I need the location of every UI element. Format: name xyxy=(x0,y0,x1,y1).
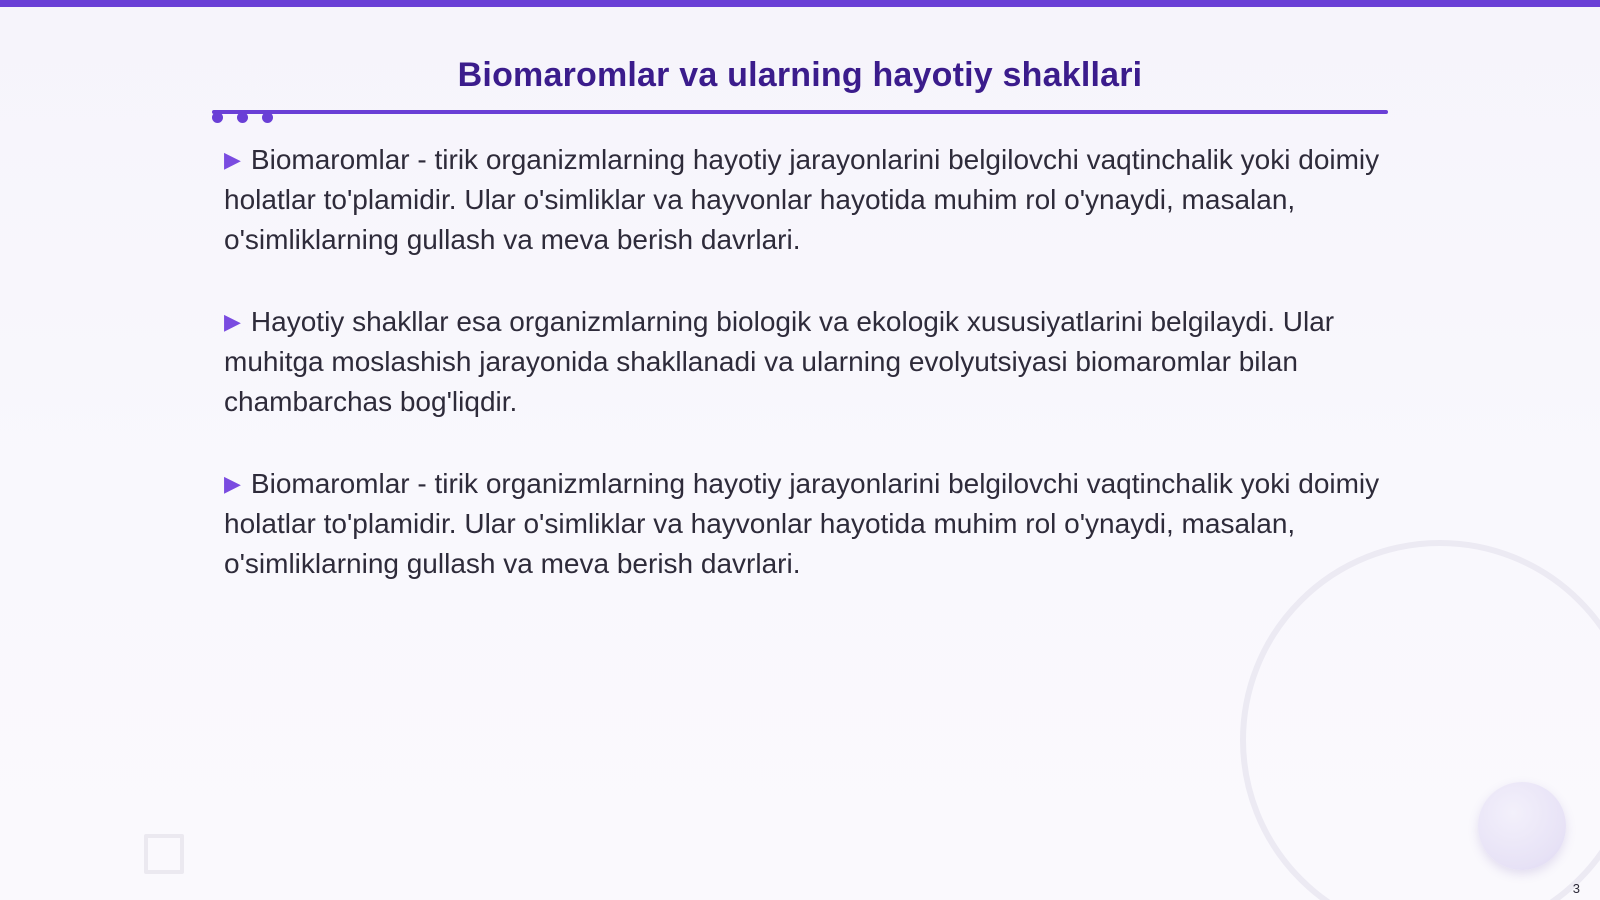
bullet-list xyxy=(224,140,1384,626)
decor-circle-filled xyxy=(1478,782,1566,870)
triangle-bullet-icon: ▶ xyxy=(224,147,241,172)
bullet-text: Biomaromlar - tirik organizmlarning hayotiy jarayonlarini belgilovchi vaqtinchalik yoki doimiy holatlar to'plamidir. Ular o'simliklar va hayvonlar hayotida muhim rol o'ynaydi, masalan, o'simliklarning gullash va meva berish davrlari. xyxy=(224,468,1380,579)
decor-dot xyxy=(237,112,248,123)
bullet-item xyxy=(224,464,1384,584)
bullet-text: Biomaromlar - tirik organizmlarning hayotiy jarayonlarini belgilovchi vaqtinchalik yoki doimiy holatlar to'plamidir. Ular o'simliklar va hayvonlar hayotida muhim rol o'ynaydi, masalan, o'simliklarning gullash va meva berish davrlari. xyxy=(224,144,1380,255)
title-underline xyxy=(212,110,1388,114)
triangle-bullet-icon: ▶ xyxy=(224,471,241,496)
bullet-item xyxy=(224,140,1384,260)
triangle-bullet-icon: ▶ xyxy=(224,309,241,334)
bullet-text: Hayotiy shakllar esa organizmlarning biologik va ekologik xususiyatlarini belgilaydi. Ular muhitga moslashish jarayonida shakllanadi va ularning evolyutsiyasi biomaromlar bilan chambarchas bog'liqdir. xyxy=(224,306,1335,417)
page-number: 3 xyxy=(1572,881,1580,896)
slide-title: Biomaromlar va ularning hayotiy shakllari xyxy=(457,56,1143,94)
decor-dot xyxy=(262,112,273,123)
decor-dot xyxy=(212,112,223,123)
decor-square-outline xyxy=(144,834,184,874)
title-underline-dots xyxy=(212,112,292,126)
bullet-item xyxy=(224,302,1384,422)
top-accent-bar xyxy=(0,0,1600,7)
